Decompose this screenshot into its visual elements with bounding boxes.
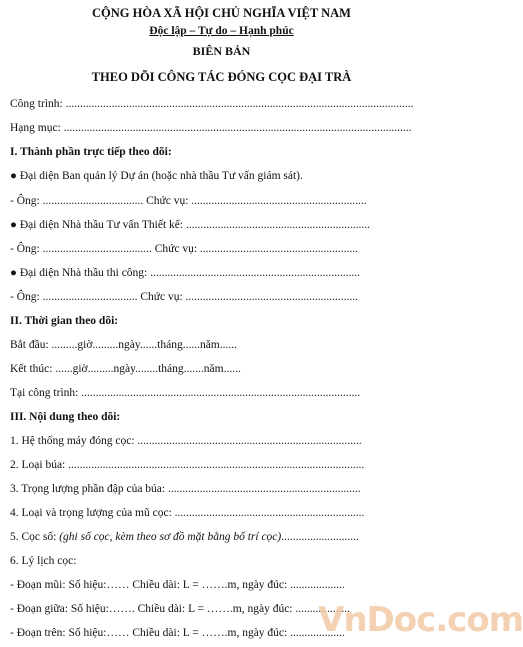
cap-weight-line: 4. Loại và trọng lượng của mũ cọc: .................................................................. [10, 507, 365, 519]
project-line: Công trình: ......................................................................................................................... [10, 98, 414, 110]
motto-text: Độc lập – Tự do – Hạnh phúc [149, 25, 294, 37]
item-line: Hạng mục: ......................................................................................................................... [10, 122, 412, 134]
contractor-rep-line: ● Đại diện Nhà thầu thi công: ......................................................................... [10, 267, 360, 279]
pile-number-line [10, 530, 435, 544]
pile-number-dots: ........................... [281, 531, 359, 543]
middle-segment-line: - Đoạn giữa: Số hiệu:……. Chiều dài: L = …….m, ngày đúc: ................... [10, 603, 351, 615]
pmu-rep-line: ● Đại diện Ban quản lý Dự án (hoặc nhà thầu Tư vấn giám sát). [10, 170, 303, 182]
pmu-name-line: - Ông: ................................... Chức vụ: ............................................................. [10, 195, 367, 207]
end-time-line: Kết thúc: ......giờ.........ngày........tháng.......năm...... [10, 363, 241, 375]
site-line: Tại công trình: ................................................................................................. [10, 387, 361, 399]
motto-heading [0, 25, 443, 37]
tip-segment-line: - Đoạn mũi: Số hiệu:…… Chiều dài: L = …….m, ngày đúc: ................... [10, 579, 345, 591]
doc-type-heading: BIÊN BẢN [192, 44, 251, 58]
hammer-weight-line: 3. Trọng lượng phần đập của búa: ................................................................... [10, 483, 361, 495]
watermark-logo: VnDoc.com [318, 600, 523, 640]
section-1-heading: I. Thành phần trực tiếp theo dõi: [10, 146, 172, 158]
contractor-name-line: - Ông: ................................. Chức vụ: ............................................................ [10, 291, 359, 303]
top-segment-line: - Đoạn trên: Số hiệu:…… Chiều dài: L = …….m, ngày đúc: ................... [10, 627, 345, 639]
designer-rep-line: ● Đại diện Nhà thầu Tư vấn Thiết kế: ................................................................ [10, 219, 370, 231]
pile-number-note: (ghi số cọc, kèm theo sơ đồ mặt bằng bố trí cọc) [59, 531, 282, 543]
pile-history-line: 6. Lý lịch cọc: [10, 555, 77, 567]
pile-driver-line: 1. Hệ thống máy đóng cọc: .............................................................................. [10, 435, 362, 447]
section-3-heading: III. Nội dung theo dõi: [10, 411, 121, 423]
section-2-heading: II. Thời gian theo dõi: [10, 315, 119, 327]
designer-name-line: - Ông: ...................................... Chức vụ: ....................................................... [10, 243, 359, 255]
hammer-type-line: 2. Loại búa: ....................................................................................................... [10, 459, 365, 471]
country-heading: CỘNG HÒA XÃ HỘI CHỦ NGHĨA VIỆT NAM [92, 6, 351, 20]
start-time-line: Bắt đầu: .........giờ.........ngày......tháng......năm...... [10, 339, 238, 351]
pile-number-label: 5. Cọc số: [10, 531, 60, 543]
document-title: THEO DÕI CÔNG TÁC ĐÓNG CỌC ĐẠI TRÀ [91, 70, 352, 84]
